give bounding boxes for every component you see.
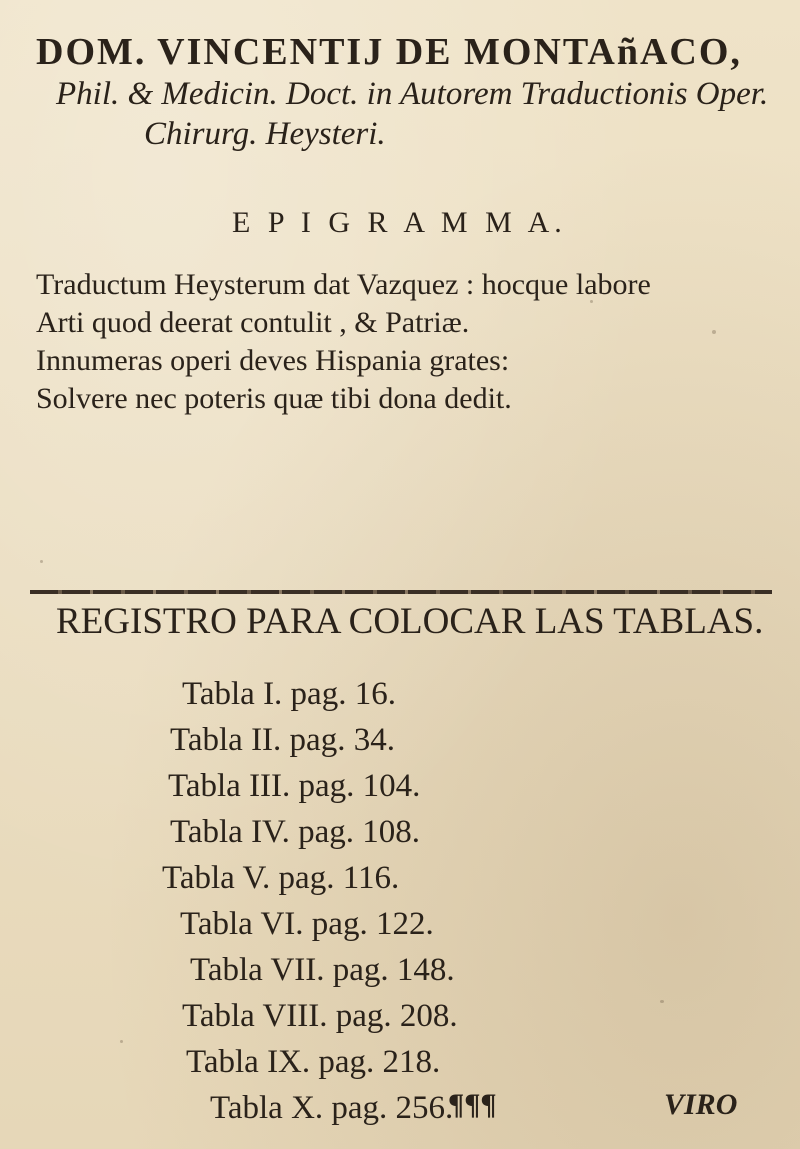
heading-line-1: DOM. VINCENTIJ DE MONTAñACO, — [36, 31, 742, 73]
register-title: REGISTRO PARA COLOCAR LAS TABLAS. — [56, 601, 764, 642]
catchword: VIRO — [664, 1088, 738, 1121]
table-entry: Tabla V. pag. 116. — [162, 860, 400, 896]
table-entry: Tabla II. pag. 34. — [170, 722, 395, 758]
table-entry: Tabla IX. pag. 218. — [186, 1044, 441, 1080]
poem-line: Solvere nec poteris quæ tibi dona dedit. — [36, 382, 512, 415]
table-entry: Tabla I. pag. 16. — [182, 676, 396, 712]
table-entry: Tabla VII. pag. 148. — [190, 952, 455, 988]
poem-line: Arti quod deerat contulit , & Patriæ. — [36, 306, 470, 339]
paper-speck — [120, 1040, 123, 1043]
epigram-poem — [36, 266, 776, 418]
heading-line-3: Chirurg. Heysteri. — [144, 116, 386, 152]
paper-speck — [40, 560, 43, 563]
table-entry: Tabla III. pag. 104. — [168, 768, 421, 804]
table-entry: Tabla X. pag. 256. — [210, 1090, 454, 1126]
heading-line-2: Phil. & Medicin. Doct. in Autorem Traductionis Oper. — [56, 76, 769, 112]
ornamental-rule — [30, 590, 772, 594]
table-entry: Tabla IV. pag. 108. — [170, 814, 421, 850]
table-entry: Tabla VIII. pag. 208. — [182, 998, 458, 1034]
epigram-title: E P I G R A M M A. — [232, 206, 567, 239]
poem-line: Traductum Heysterum dat Vazquez : hocque labore — [36, 268, 651, 301]
poem-line: Innumeras operi deves Hispania grates: — [36, 344, 510, 377]
paper-speck — [712, 330, 716, 334]
table-entry: Tabla VI. pag. 122. — [180, 906, 434, 942]
signature-mark: ¶¶¶ — [448, 1088, 497, 1121]
paper-speck — [590, 300, 593, 303]
dedication-heading — [36, 30, 776, 154]
paper-speck — [660, 1000, 664, 1003]
